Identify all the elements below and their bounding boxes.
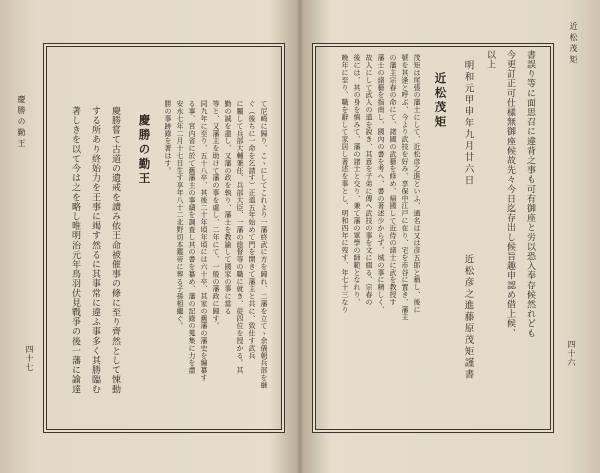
running-head: 近松茂矩 xyxy=(569,22,578,66)
text-column: 勝の事跡錄を著はす。 xyxy=(164,100,172,174)
text-column: の藩主宗春の命にて、諸國の武藝を修め、帰國して近侍の諸士に武を教授す xyxy=(389,54,397,306)
text-column: する所あり終始力を王事に竭す然るに其事常に違ふ事多く其勝臨む xyxy=(90,106,100,394)
text-column: 號を其逢と呼ぶ、今より武技を好み、享保中江戸に在り、宅を市谷に置き、藩主 xyxy=(401,54,409,321)
text-column: 同九年に至り、五十八卒、其後二十年頃年頃には六十卒、其家の舊藩の藩史を編纂す xyxy=(200,100,208,382)
text-column: 安永七年二月十七日生す享年八十二北野切本鑑帝に葬る子孫相繼ぐ。 xyxy=(176,100,184,330)
right-page xyxy=(302,0,600,473)
text-column: 等と、又藩主を助けて藩の事を處し、二年にて、一般の藩政に歸す。 xyxy=(212,100,220,330)
text-column: ぐ（後ちに一命を乞請す）正道五年始めて門を開きて藩主と共に、致仕す武兵 xyxy=(248,100,256,359)
date-line: 明和元甲申年九月廿六日 xyxy=(462,60,474,187)
text-column: 故人にして武人の道を說き、其意を子弟に傳へ武技の事を文に綴る、宗春の xyxy=(365,54,373,306)
text-column: 勤の誠を盡し、又藩の政を執り、藩士を教諭して國家の事に當る xyxy=(224,100,232,315)
running-head: 慶勝の勤王 xyxy=(17,95,26,150)
text-column: 以上 xyxy=(485,50,495,70)
author-signature: 近松彦之進藤原茂矩謹書 xyxy=(462,254,474,381)
text-column: 後には、其の身を慎みて、藩の諸士と交り、兼て藩の軍學の師範となれり、 xyxy=(353,54,361,306)
text-column: 藩士の諸藝を指南し、國內の書を考へ、書の著述少からず、城の事に精しく、 xyxy=(377,54,385,313)
page-number: 四十七 xyxy=(25,345,34,372)
text-column: に屬して兵部大輔兼任、兵部大臣、一藩の総督等の職に就き、從四位を授かる。其 xyxy=(236,100,244,374)
text-column: る事、宮内省に於て舊藩主の事績を調査し其の書を纂め、藩の記錄の蒐集に力を盡 xyxy=(188,100,196,374)
section-heading: 慶勝の勤王 xyxy=(137,114,152,187)
text-frame xyxy=(43,43,285,433)
text-column: 晩年に至り、職を辭して家居し著述を事とし、明和四年に歿す、年七十三なり xyxy=(341,54,349,313)
text-column: 今更訂正可仕樣無御座候故先々今日迄存出し候旨趣申認め借上候、 xyxy=(505,50,515,338)
text-column: 書誤り等に面思召に違背之事も可有御座と労以恐入奉存候然れども xyxy=(525,50,535,338)
page-number: 四十六 xyxy=(567,340,576,367)
text-column: 慶勝嘗て古道の遺戒を讀み依王命被催事の條に至り齊然として悚動 xyxy=(110,106,120,394)
text-column: 茂矩は尾張の藩士にして、近松彦之進といふ、通名は又は彦五郎と稱し、後に xyxy=(413,54,421,313)
text-column: 著しきを以て今は之を略し唯明治元年鳥羽伏見戰爭の後一藩に諭達 xyxy=(70,106,80,394)
text-frame xyxy=(312,43,554,433)
section-heading: 近松茂矩 xyxy=(433,72,448,130)
left-page xyxy=(0,0,298,473)
text-column: て尼崎に歸り、こゝにしてこれより一藩終武に方を歸れ、二藩を立てゝ余儀朝兵部を継 xyxy=(260,100,268,389)
